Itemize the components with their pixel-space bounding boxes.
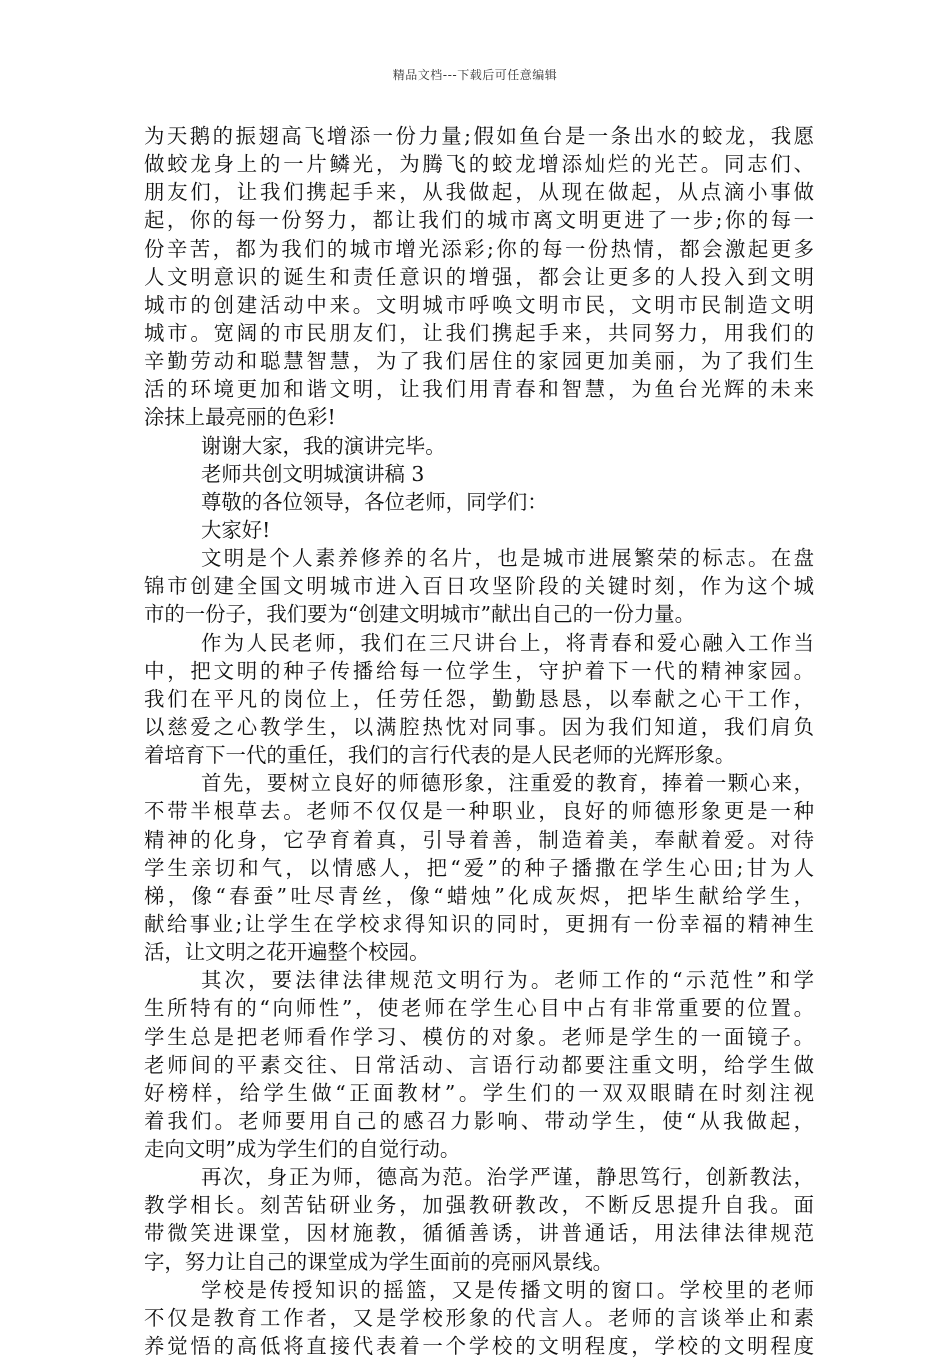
text-line: 带微笑进课堂，因材施教，循循善诱，讲普通话，用法律法律规范 — [144, 1221, 814, 1246]
text-line: 涂抹上最亮丽的色彩! — [144, 405, 336, 430]
text-line: 大家好! — [201, 517, 271, 542]
text-line: 学校是传授知识的摇篮，又是传播文明的窗口。学校里的老师 — [201, 1277, 814, 1302]
text-line: 做蛟龙身上的一片鳞光，为腾飞的蛟龙增添灿烂的光芒。同志们、 — [144, 152, 814, 177]
text-line: 市的一份子，我们要为“创建文明城市”献出自己的一份力量。 — [144, 602, 696, 627]
text-line: 生所特有的“向师性”，使老师在学生心目中占有非常重要的位置。 — [144, 996, 814, 1021]
text-line: 城市。宽阔的市民朋友们，让我们携起手来，共同努力，用我们的 — [144, 320, 814, 345]
text-line: 养觉悟的高低将直接代表着一个学校的文明程度，学校的文明程度 — [144, 1334, 814, 1359]
text-line: 老师共创文明城演讲稿 3 — [201, 461, 425, 486]
text-line: 老师间的平素交往、日常活动、言语行动都要注重文明，给学生做 — [144, 1052, 814, 1077]
text-line: 走向文明”成为学生们的自觉行动。 — [144, 1137, 461, 1162]
text-line: 学生亲切和气，以情感人，把“爱”的种子播撒在学生心田;甘为人 — [144, 855, 814, 880]
text-line: 字，努力让自己的课堂成为学生面前的亮丽风景线。 — [144, 1249, 613, 1274]
text-line: 城市的创建活动中来。文明城市呼唤文明市民，文明市民制造文明 — [144, 292, 814, 317]
text-line: 着我们。老师要用自己的感召力影响、带动学生，使“从我做起， — [144, 1108, 814, 1133]
text-line: 不仅是教育工作者，又是学校形象的代言人。老师的言谈举止和素 — [144, 1305, 814, 1330]
text-line: 辛勤劳动和聪慧智慧，为了我们居住的家园更加美丽，为了我们生 — [144, 349, 814, 374]
text-line: 再次，身正为师，德高为范。治学严谨，静思笃行，创新教法， — [201, 1165, 814, 1190]
text-line: 不带半根草去。老师不仅仅是一种职业，良好的师德形象更是一种 — [144, 799, 814, 824]
text-line: 活，让文明之花开遍整个校园。 — [144, 940, 430, 965]
text-line: 献给事业;让学生在学校求得知识的同时，更拥有一份幸福的精神生 — [144, 911, 814, 936]
text-line: 文明是个人素养修养的名片，也是城市进展繁荣的标志。在盘 — [201, 546, 814, 571]
page-header: 精品文档---下载后可任意编辑 — [392, 68, 558, 82]
text-line: 尊敬的各位领导，各位老师，同学们： — [201, 489, 548, 514]
text-line: 锦市创建全国文明城市进入百日攻坚阶段的关键时刻，作为这个城 — [144, 574, 814, 599]
text-line: 中，把文明的种子传播给每一位学生，守护着下一代的精神家园。 — [144, 658, 814, 683]
text-line: 活的环境更加和谐文明，让我们用青春和智慧，为鱼台光辉的未来 — [144, 377, 814, 402]
document-body — [144, 122, 814, 1360]
text-line: 起，你的每一份努力，都让我们的城市离文明更进了一步;你的每一 — [144, 208, 814, 233]
text-line: 人文明意识的诞生和责任意识的增强，都会让更多的人投入到文明 — [144, 264, 814, 289]
text-line: 好榜样，给学生做“正面教材”。学生们的一双双眼睛在时刻注视 — [144, 1080, 814, 1105]
text-line: 梯，像“春蚕”吐尽青丝，像“蜡烛”化成灰烬，把毕生献给学生， — [144, 883, 814, 908]
text-line: 朋友们，让我们携起手来，从我做起，从现在做起，从点滴小事做 — [144, 180, 814, 205]
text-line: 份辛苦，都为我们的城市增光添彩;你的每一份热情，都会激起更多 — [144, 236, 814, 261]
text-line: 其次，要法律法律规范文明行为。老师工作的“示范性”和学 — [201, 968, 814, 993]
text-line: 教学相长。刻苦钻研业务，加强教研教改，不断反思提升自我。面 — [144, 1193, 814, 1218]
text-line: 着培育下一代的重任，我们的言行代表的是人民老师的光辉形象。 — [144, 743, 736, 768]
text-line: 谢谢大家，我的演讲完毕。 — [201, 433, 446, 458]
text-line: 我们在平凡的岗位上，任劳任怨，勤勤恳恳，以奉献之心干工作， — [144, 686, 814, 711]
text-line: 为天鹅的振翅高飞增添一份力量;假如鱼台是一条出水的蛟龙，我愿 — [144, 124, 814, 148]
text-line: 以慈爱之心教学生，以满腔热忱对同事。因为我们知道，我们肩负 — [144, 714, 814, 739]
text-line: 学生总是把老师看作学习、模仿的对象。老师是学生的一面镜子。 — [144, 1024, 814, 1049]
text-line: 精神的化身，它孕育着真，引导着善，制造着美，奉献着爱。对待 — [144, 827, 814, 852]
text-line: 作为人民老师，我们在三尺讲台上，将青春和爱心融入工作当 — [201, 630, 814, 655]
text-line: 首先，要树立良好的师德形象，注重爱的教育，捧着一颗心来， — [201, 771, 814, 796]
